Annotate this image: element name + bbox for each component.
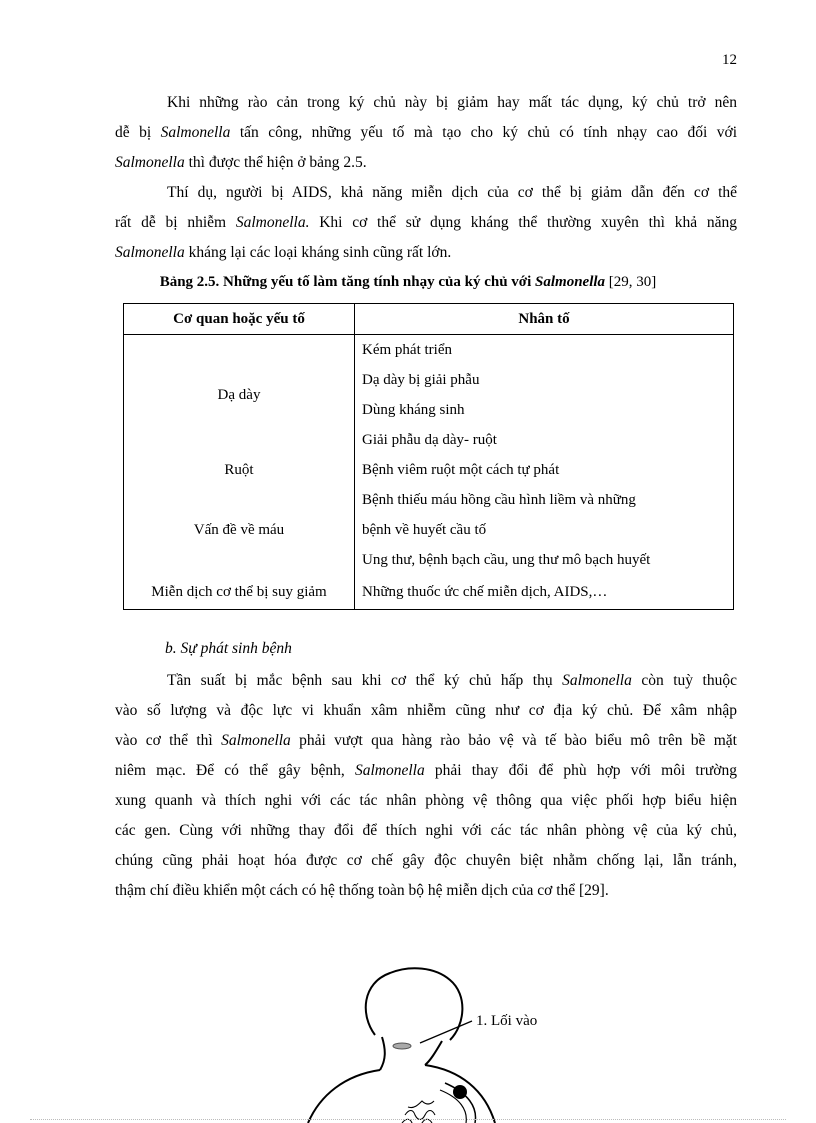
item-text: Những thuốc ức chế miễn dịch, AIDS,… bbox=[362, 584, 608, 600]
neck-left bbox=[380, 1037, 385, 1070]
paragraph-3 bbox=[115, 666, 737, 906]
paragraph-1 bbox=[115, 88, 737, 178]
items-cell bbox=[355, 455, 734, 485]
text-line: vào cơ thể thì Salmonella phải vượt qua hàng rào bảo vệ và tế bào biểu mô trên bề mặt bbox=[115, 732, 737, 749]
factor-cell: Miễn dịch cơ thể bị suy giảm bbox=[124, 575, 355, 610]
text-line: các gen. Cùng với những thay đổi để thích nghi với các tác nhân phòng vệ của ký chủ, bbox=[115, 822, 737, 839]
section-subheading: b. Sự phát sinh bệnh bbox=[165, 640, 292, 657]
items-cell bbox=[355, 335, 734, 456]
table-row bbox=[124, 455, 734, 485]
factor-cell: Ruột bbox=[124, 455, 355, 485]
items-cell bbox=[355, 575, 734, 610]
text-line: rất dễ bị nhiễm Salmonella. Khi cơ thể sử dụng kháng thể thường xuyên thì khả năng bbox=[115, 214, 737, 231]
table-row bbox=[124, 575, 734, 610]
column-header: Nhân tố bbox=[355, 304, 734, 335]
item-text: bệnh về huyết cầu tố bbox=[362, 522, 487, 538]
item-text: Dùng kháng sinh bbox=[362, 402, 465, 418]
items-cell bbox=[355, 485, 734, 575]
paragraph-2 bbox=[115, 178, 737, 268]
text-line: niêm mạc. Để có thể gây bệnh, Salmonella phải thay đổi để phù hợp với môi trường bbox=[115, 762, 737, 779]
page-bottom-rule bbox=[30, 1119, 786, 1120]
text-line: Tần suất bị mắc bệnh sau khi cơ thể ký chủ hấp thụ Salmonella còn tuỳ thuộc bbox=[167, 672, 737, 689]
label-pointer bbox=[420, 1021, 472, 1043]
table-row bbox=[124, 485, 734, 575]
text-line: Salmonella kháng lại các loại kháng sinh cũng rất lớn. bbox=[115, 244, 452, 261]
item-text: Kém phát triển bbox=[362, 342, 452, 358]
text-line: chúng cũng phải hoạt hóa được cơ chế gây độc chuyên biệt nhằm chống lại, lẫn tránh, bbox=[115, 852, 737, 869]
page-number: 12 bbox=[722, 52, 737, 68]
table-row bbox=[124, 335, 734, 456]
neck-right bbox=[425, 1041, 442, 1065]
human-body-diagram bbox=[290, 965, 550, 1123]
text-line: dễ bị Salmonella tấn công, những yếu tố mà tạo cho ký chủ có tính nhạy cao đối với bbox=[115, 124, 738, 141]
table-header-row bbox=[124, 304, 734, 335]
susceptibility-table bbox=[123, 303, 734, 610]
figure-label: 1. Lối vào bbox=[476, 1013, 538, 1029]
column-header: Cơ quan hoặc yếu tố bbox=[124, 304, 355, 335]
text-line: xung quanh và thích nghi với các tác nhân phòng vệ thông qua việc phối hợp biểu hiện bbox=[115, 792, 737, 809]
shoulder-left bbox=[308, 1070, 380, 1123]
text-line: thậm chí điều khiển một cách có hệ thống toàn bộ hệ miễn dịch của cơ thể [29]. bbox=[115, 882, 609, 899]
item-text: Dạ dày bị giải phẫu bbox=[362, 372, 480, 388]
text-line: Thí dụ, người bị AIDS, khả năng miễn dịch của cơ thể bị giảm dẫn đến cơ thể bbox=[167, 184, 737, 201]
item-text: Bệnh viêm ruột một cách tự phát bbox=[362, 462, 560, 478]
item-text: Giải phẫu dạ dày- ruột bbox=[362, 432, 497, 448]
entry-marker bbox=[393, 1043, 411, 1049]
text-line: vào số lượng và độc lực vi khuẩn xâm nhiễm cũng như cơ địa ký chủ. Để xâm nhập bbox=[115, 702, 737, 719]
text-line: Khi những rào cản trong ký chủ này bị giảm hay mất tác dụng, ký chủ trở nên bbox=[167, 94, 737, 111]
head-outline bbox=[366, 968, 463, 1040]
factor-cell: Vấn đề về máu bbox=[124, 485, 355, 575]
item-text: Ung thư, bệnh bạch cầu, ung thư mô bạch huyết bbox=[362, 552, 651, 568]
item-text: Bệnh thiếu máu hồng cầu hình liềm và những bbox=[362, 492, 636, 508]
table-caption: Bảng 2.5. Những yếu tố làm tăng tính nhạy của ký chủ với Salmonella [29, 30] bbox=[159, 274, 657, 290]
factor-cell: Dạ dày bbox=[124, 335, 355, 456]
text-line: Salmonella thì được thể hiện ở bảng 2.5. bbox=[115, 154, 367, 171]
